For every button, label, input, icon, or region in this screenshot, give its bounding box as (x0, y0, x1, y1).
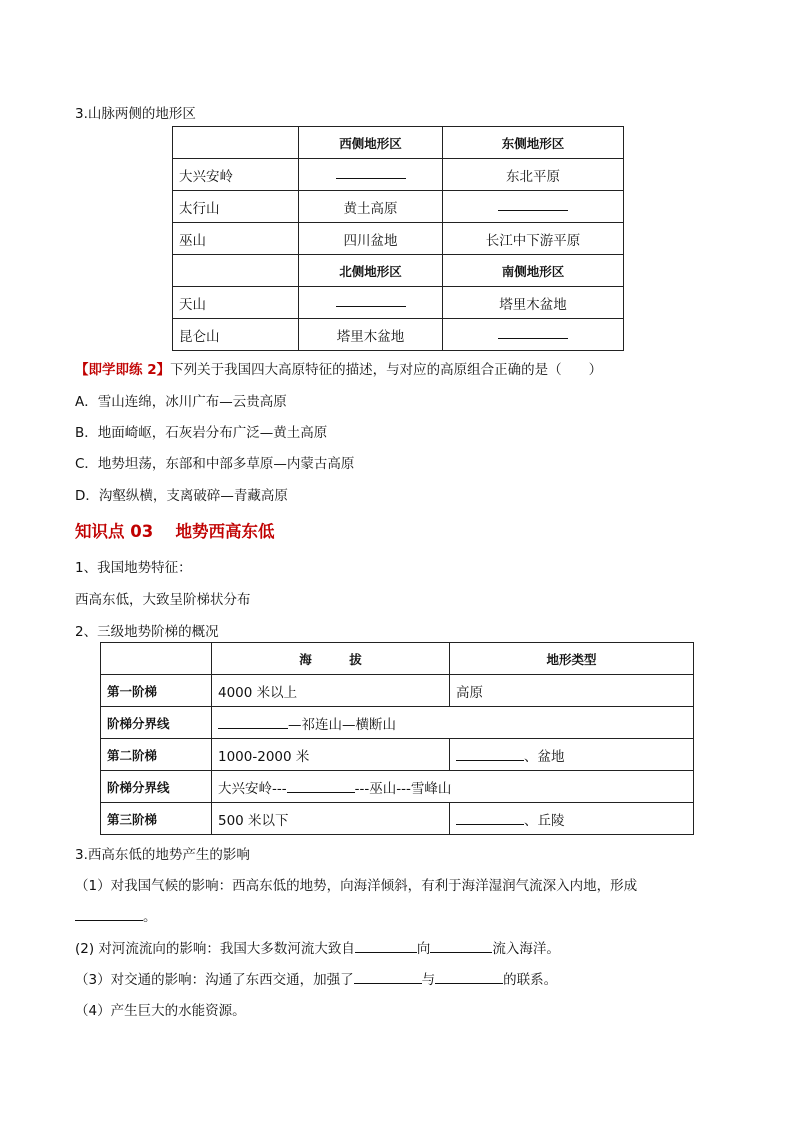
answer-blank[interactable] (354, 971, 422, 984)
practice-question (75, 358, 602, 378)
paragraph: 2、三级地势阶梯的概况 (75, 624, 219, 640)
terrain-type-cell: 高原 (450, 675, 694, 707)
table-row (173, 319, 624, 351)
altitude-cell: 4000 米以上 (212, 675, 450, 707)
table-row (101, 803, 694, 835)
section-title: 知识点 03 地势西高东低 (75, 522, 275, 541)
step-label: 第三阶梯 (101, 803, 212, 835)
step-label: 第一阶梯 (101, 675, 212, 707)
answer-blank[interactable] (355, 940, 417, 953)
step-label: 阶梯分界线 (101, 707, 212, 739)
table-header-row (173, 127, 624, 159)
terrain-cell: 黄土高原 (299, 191, 443, 223)
step-label: 阶梯分界线 (101, 771, 212, 803)
mountain-terrain-table (172, 126, 624, 351)
header-cell: 西侧地形区 (299, 127, 443, 159)
answer-blank[interactable] (456, 748, 524, 761)
terrain-cell: 长江中下游平原 (443, 223, 624, 255)
answer-blank[interactable] (299, 287, 443, 319)
table-row (173, 223, 624, 255)
header-cell: 地形类型 (450, 643, 694, 675)
table-row (101, 739, 694, 771)
altitude-cell: 1000-2000 米 (212, 739, 450, 771)
option-b[interactable]: B．地面崎岖，石灰岩分布广泛—黄土高原 (75, 425, 328, 441)
paragraph: 1、我国地势特征： (75, 560, 192, 576)
answer-blank[interactable] (443, 319, 624, 351)
mountain-name: 天山 (173, 287, 299, 319)
header-cell: 海 拔 (212, 643, 450, 675)
boundary-cell: —祁连山—横断山 (212, 707, 694, 739)
table-row (173, 191, 624, 223)
header-cell: 东侧地形区 (443, 127, 624, 159)
answer-blank[interactable] (456, 812, 524, 825)
answer-blank[interactable] (430, 940, 492, 953)
table-row (101, 675, 694, 707)
table-row (173, 159, 624, 191)
section-heading-mountains: 3.山脉两侧的地形区 (75, 106, 196, 122)
option-d[interactable]: D．沟壑纵横，支离破碎—青藏高原 (75, 488, 288, 504)
header-cell (173, 255, 299, 287)
step-label: 第二阶梯 (101, 739, 212, 771)
terrain-cell: 塔里木盆地 (443, 287, 624, 319)
terrain-ladder-table (100, 642, 694, 835)
header-cell: 南侧地形区 (443, 255, 624, 287)
answer-blank[interactable] (299, 159, 443, 191)
practice-tag: 【即学即练 2】 (75, 362, 171, 378)
table-row (173, 287, 624, 319)
impact-heading: 3.西高东低的地势产生的影响 (75, 847, 250, 863)
mountain-name: 巫山 (173, 223, 299, 255)
table-header-row (101, 643, 694, 675)
table-row (101, 771, 694, 803)
impact-rivers: (2) 对河流流向的影响：我国大多数河流大致自 向 流入海洋。 (75, 941, 560, 957)
terrain-type-cell: 、盆地 (450, 739, 694, 771)
answer-blank[interactable] (443, 191, 624, 223)
terrain-cell: 四川盆地 (299, 223, 443, 255)
answer-blank[interactable] (218, 716, 288, 729)
option-a[interactable]: A．雪山连绵，冰川广布—云贵高原 (75, 394, 287, 410)
terrain-cell: 东北平原 (443, 159, 624, 191)
table-row (101, 707, 694, 739)
mountain-name: 太行山 (173, 191, 299, 223)
header-cell: 北侧地形区 (299, 255, 443, 287)
answer-blank[interactable] (435, 971, 503, 984)
boundary-cell: 大兴安岭--- ---巫山---雪峰山 (212, 771, 694, 803)
header-cell (101, 643, 212, 675)
impact-traffic: （3）对交通的影响：沟通了东西交通，加强了 与 的联系。 (75, 972, 558, 988)
table-header-row (173, 255, 624, 287)
terrain-cell: 塔里木盆地 (299, 319, 443, 351)
paragraph: 西高东低，大致呈阶梯状分布 (75, 592, 251, 608)
impact-climate: （1）对我国气候的影响：西高东低的地势，向海洋倾斜，有利于海洋湿润气流深入内地，形成 (75, 878, 638, 894)
answer-blank[interactable] (75, 908, 143, 921)
option-c[interactable]: C．地势坦荡，东部和中部多草原—内蒙古高原 (75, 456, 355, 472)
altitude-cell: 500 米以下 (212, 803, 450, 835)
mountain-name: 昆仑山 (173, 319, 299, 351)
terrain-type-cell: 、丘陵 (450, 803, 694, 835)
impact-climate-cont: 。 (75, 905, 157, 925)
mountain-name: 大兴安岭 (173, 159, 299, 191)
question-text: 下列关于我国四大高原特征的描述，与对应的高原组合正确的是（ ） (170, 362, 603, 378)
answer-blank[interactable] (287, 780, 355, 793)
impact-hydropower: （4）产生巨大的水能资源。 (75, 1003, 246, 1019)
header-cell (173, 127, 299, 159)
